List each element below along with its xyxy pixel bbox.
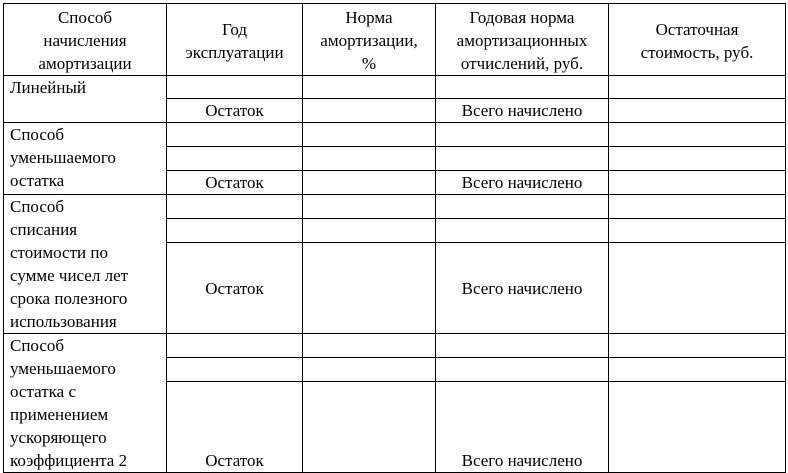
cell-empty — [167, 195, 303, 219]
cell-empty — [609, 219, 786, 243]
table-row — [4, 123, 786, 147]
cell-empty — [436, 195, 609, 219]
method-sum-of-years: Способ списания стоимости по сумме чисел лет срока полезного использования — [4, 195, 167, 334]
remainder-label: Остаток — [167, 382, 303, 473]
remainder-label: Остаток — [167, 243, 303, 334]
total-label: Всего начислено — [436, 382, 609, 473]
cell-empty — [303, 334, 436, 358]
cell-empty — [436, 123, 609, 147]
header-row — [4, 4, 786, 76]
remainder-label: Остаток — [167, 171, 303, 195]
table-row — [4, 334, 786, 358]
cell-empty — [303, 219, 436, 243]
depreciation-table — [3, 3, 786, 473]
cell-empty — [167, 334, 303, 358]
cell-empty — [609, 195, 786, 219]
cell-empty — [609, 358, 786, 382]
cell-empty — [303, 123, 436, 147]
header-year: Год эксплуатации — [167, 4, 303, 76]
cell-empty — [167, 147, 303, 171]
header-residual-value: Остаточная стоимость, руб. — [609, 4, 786, 76]
cell-empty — [436, 219, 609, 243]
cell-empty — [609, 76, 786, 99]
table-row — [4, 195, 786, 219]
header-annual-amount: Годовая норма амортизационных отчислений, руб. — [436, 4, 609, 76]
cell-empty — [436, 334, 609, 358]
cell-empty — [303, 382, 436, 473]
header-method: Способ начисления амортизации — [4, 4, 167, 76]
cell-empty — [609, 147, 786, 171]
cell-empty — [436, 76, 609, 99]
cell-empty — [609, 123, 786, 147]
cell-empty — [436, 147, 609, 171]
cell-empty — [609, 243, 786, 334]
cell-empty — [303, 243, 436, 334]
cell-empty — [303, 76, 436, 99]
cell-empty — [609, 99, 786, 123]
cell-empty — [609, 382, 786, 473]
table-row — [4, 76, 786, 99]
cell-empty — [303, 171, 436, 195]
total-label: Всего начислено — [436, 171, 609, 195]
cell-empty — [436, 358, 609, 382]
cell-empty — [303, 358, 436, 382]
header-rate: Норма амортизации, % — [303, 4, 436, 76]
cell-empty — [167, 76, 303, 99]
method-linear: Линейный — [4, 76, 167, 123]
cell-empty — [609, 171, 786, 195]
cell-empty — [303, 99, 436, 123]
cell-empty — [167, 358, 303, 382]
cell-empty — [167, 219, 303, 243]
remainder-label: Остаток — [167, 99, 303, 123]
method-accelerated-declining: Способ уменьшаемого остатка с применением ускоряющего коэффициента 2 — [4, 334, 167, 473]
cell-empty — [303, 147, 436, 171]
total-label: Всего начислено — [436, 243, 609, 334]
method-declining-balance: Способ уменьшаемого остатка — [4, 123, 167, 195]
cell-empty — [167, 123, 303, 147]
total-label: Всего начислено — [436, 99, 609, 123]
cell-empty — [303, 195, 436, 219]
cell-empty — [609, 334, 786, 358]
